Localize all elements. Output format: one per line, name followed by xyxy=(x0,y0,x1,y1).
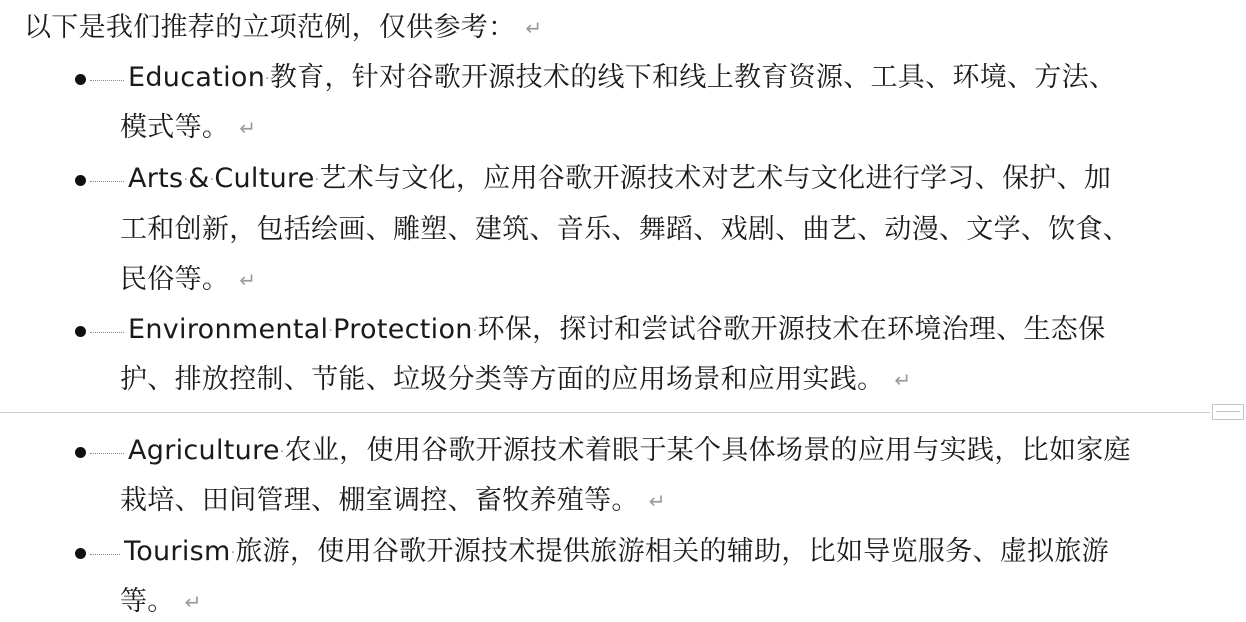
bullet-icon xyxy=(75,175,86,186)
tab-leader xyxy=(90,181,124,182)
list-item-line xyxy=(120,212,1130,248)
item-term: Education xyxy=(128,62,266,93)
list-item-line: Agriculture·农业，使用谷歌开源技术着眼于某个具体场景的应用与实践，比如家庭 xyxy=(128,435,1131,466)
item-term: Environmental xyxy=(128,314,329,345)
item-term: Arts xyxy=(128,163,184,194)
item-description: 工和创新，包括绘画、雕塑、建筑、音乐、舞蹈、戏剧、曲艺、动漫、文学、饮食、 xyxy=(120,214,1131,245)
intro-text: 以下是我们推荐的立项范例，仅供参考： xyxy=(24,12,516,43)
item-description: 模式等。 xyxy=(120,112,230,143)
list-item-line xyxy=(120,483,666,519)
list-item-line xyxy=(120,262,256,298)
item-term: & xyxy=(188,163,210,194)
paragraph-mark-icon: ↵ xyxy=(239,116,257,140)
bullet-icon xyxy=(75,548,86,559)
list-item-line xyxy=(120,110,256,146)
item-description: 旅游，使用谷歌开源技术提供旅游相关的辅助，比如导览服务、虚拟旅游 xyxy=(235,536,1109,567)
item-term: Tourism xyxy=(124,536,231,567)
paragraph-mark-icon: ↵ xyxy=(239,268,257,292)
list-item-line: Arts·&·Culture·艺术与文化，应用谷歌开源技术对艺术与文化进行学习、保护、加 xyxy=(128,163,1112,194)
list-item-line: Environmental·Protection·环保，探讨和尝试谷歌开源技术在环境治理、生态保 xyxy=(128,314,1106,345)
list-item-line: Education·教育，针对谷歌开源技术的线下和线上教育资源、工具、环境、方法、 xyxy=(128,62,1117,93)
page-break-divider xyxy=(0,412,1210,413)
list-item-line xyxy=(120,362,911,398)
item-description: 栽培、田间管理、棚室调控、畜牧养殖等。 xyxy=(120,485,639,516)
tab-leader xyxy=(90,554,120,555)
intro-line xyxy=(24,10,542,46)
bullet-icon xyxy=(75,326,86,337)
paragraph-mark-icon: ↵ xyxy=(184,590,202,614)
item-description: 民俗等。 xyxy=(120,264,230,295)
tab-leader xyxy=(90,453,124,454)
item-description: 艺术与文化，应用谷歌开源技术对艺术与文化进行学习、保护、加 xyxy=(319,163,1112,194)
item-description: 农业，使用谷歌开源技术着眼于某个具体场景的应用与实践，比如家庭 xyxy=(284,435,1131,466)
item-term: Agriculture xyxy=(128,435,280,466)
paragraph-mark-icon: ↵ xyxy=(648,489,666,513)
tab-leader xyxy=(90,80,124,81)
item-description: 等。 xyxy=(120,586,175,617)
tab-leader xyxy=(90,332,124,333)
item-term: Culture xyxy=(214,163,315,194)
bullet-icon xyxy=(75,74,86,85)
item-description: 护、排放控制、节能、垃圾分类等方面的应用场景和应用实践。 xyxy=(120,364,885,395)
item-description: 环保，探讨和尝试谷歌开源技术在环境治理、生态保 xyxy=(477,314,1106,345)
comment-marker-icon[interactable] xyxy=(1212,404,1244,420)
list-item-line xyxy=(120,584,202,620)
list-item-line: Tourism·旅游，使用谷歌开源技术提供旅游相关的辅助，比如导览服务、虚拟旅游 xyxy=(124,536,1109,567)
item-term: Protection xyxy=(333,314,473,345)
paragraph-mark-icon: ↵ xyxy=(894,368,912,392)
item-description: 教育，针对谷歌开源技术的线下和线上教育资源、工具、环境、方法、 xyxy=(269,62,1117,93)
paragraph-mark-icon: ↵ xyxy=(525,16,543,40)
bullet-icon xyxy=(75,447,86,458)
